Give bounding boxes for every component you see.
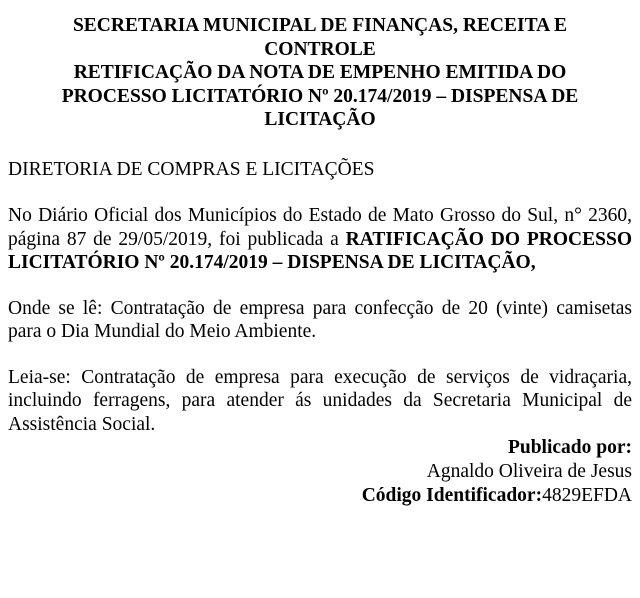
heading-line-4: PROCESSO LICITATÓRIO Nº 20.174/2019 – DISPENSA DE (61, 85, 579, 107)
heading-line-5: LICITAÇÃO (264, 109, 376, 130)
intro-text: No Diário Oficial dos Municípios do Estado de Mato Grosso do Sul, n° 2360, página 87 de 29/05/2019, foi publicada a (8, 205, 632, 250)
intro-bold-text: RATIFICAÇÃO DO PROCESSO LICITATÓRIO Nº 20.174/2019 – DISPENSA DE LICITAÇÃO, (8, 228, 632, 273)
heading-line-1: SECRETARIA MUNICIPAL DE FINANÇAS, RECEITA E (72, 15, 568, 36)
heading-line-2: CONTROLE (264, 38, 376, 60)
intro-paragraph (8, 204, 632, 275)
onde-se-le-paragraph: Onde se lê: Contratação de empresa para confecção de 20 (vinte) camisetas para o Dia Mundial do Meio Ambiente. (8, 297, 632, 342)
code-label: Código Identificador: (361, 485, 543, 506)
section-title: DIRETORIA DE COMPRAS E LICITAÇÕES (8, 158, 375, 180)
leia-se-paragraph: Leia-se: Contratação de empresa para execução de serviços de vidraçaria, incluindo ferragens, para atender ás unidades da Secretaria Municipal de Assistência Social. (8, 366, 632, 435)
heading-line-3: RETIFICAÇÃO DA NOTA DE EMPENHO EMITIDA DO (73, 62, 567, 83)
signature-block (8, 436, 632, 508)
publisher-name: Agnaldo Oliveira de Jesus (426, 461, 632, 482)
document-heading (8, 14, 632, 132)
code-value: 4829EFDA (542, 485, 632, 506)
published-by-label: Publicado por: (507, 437, 632, 458)
